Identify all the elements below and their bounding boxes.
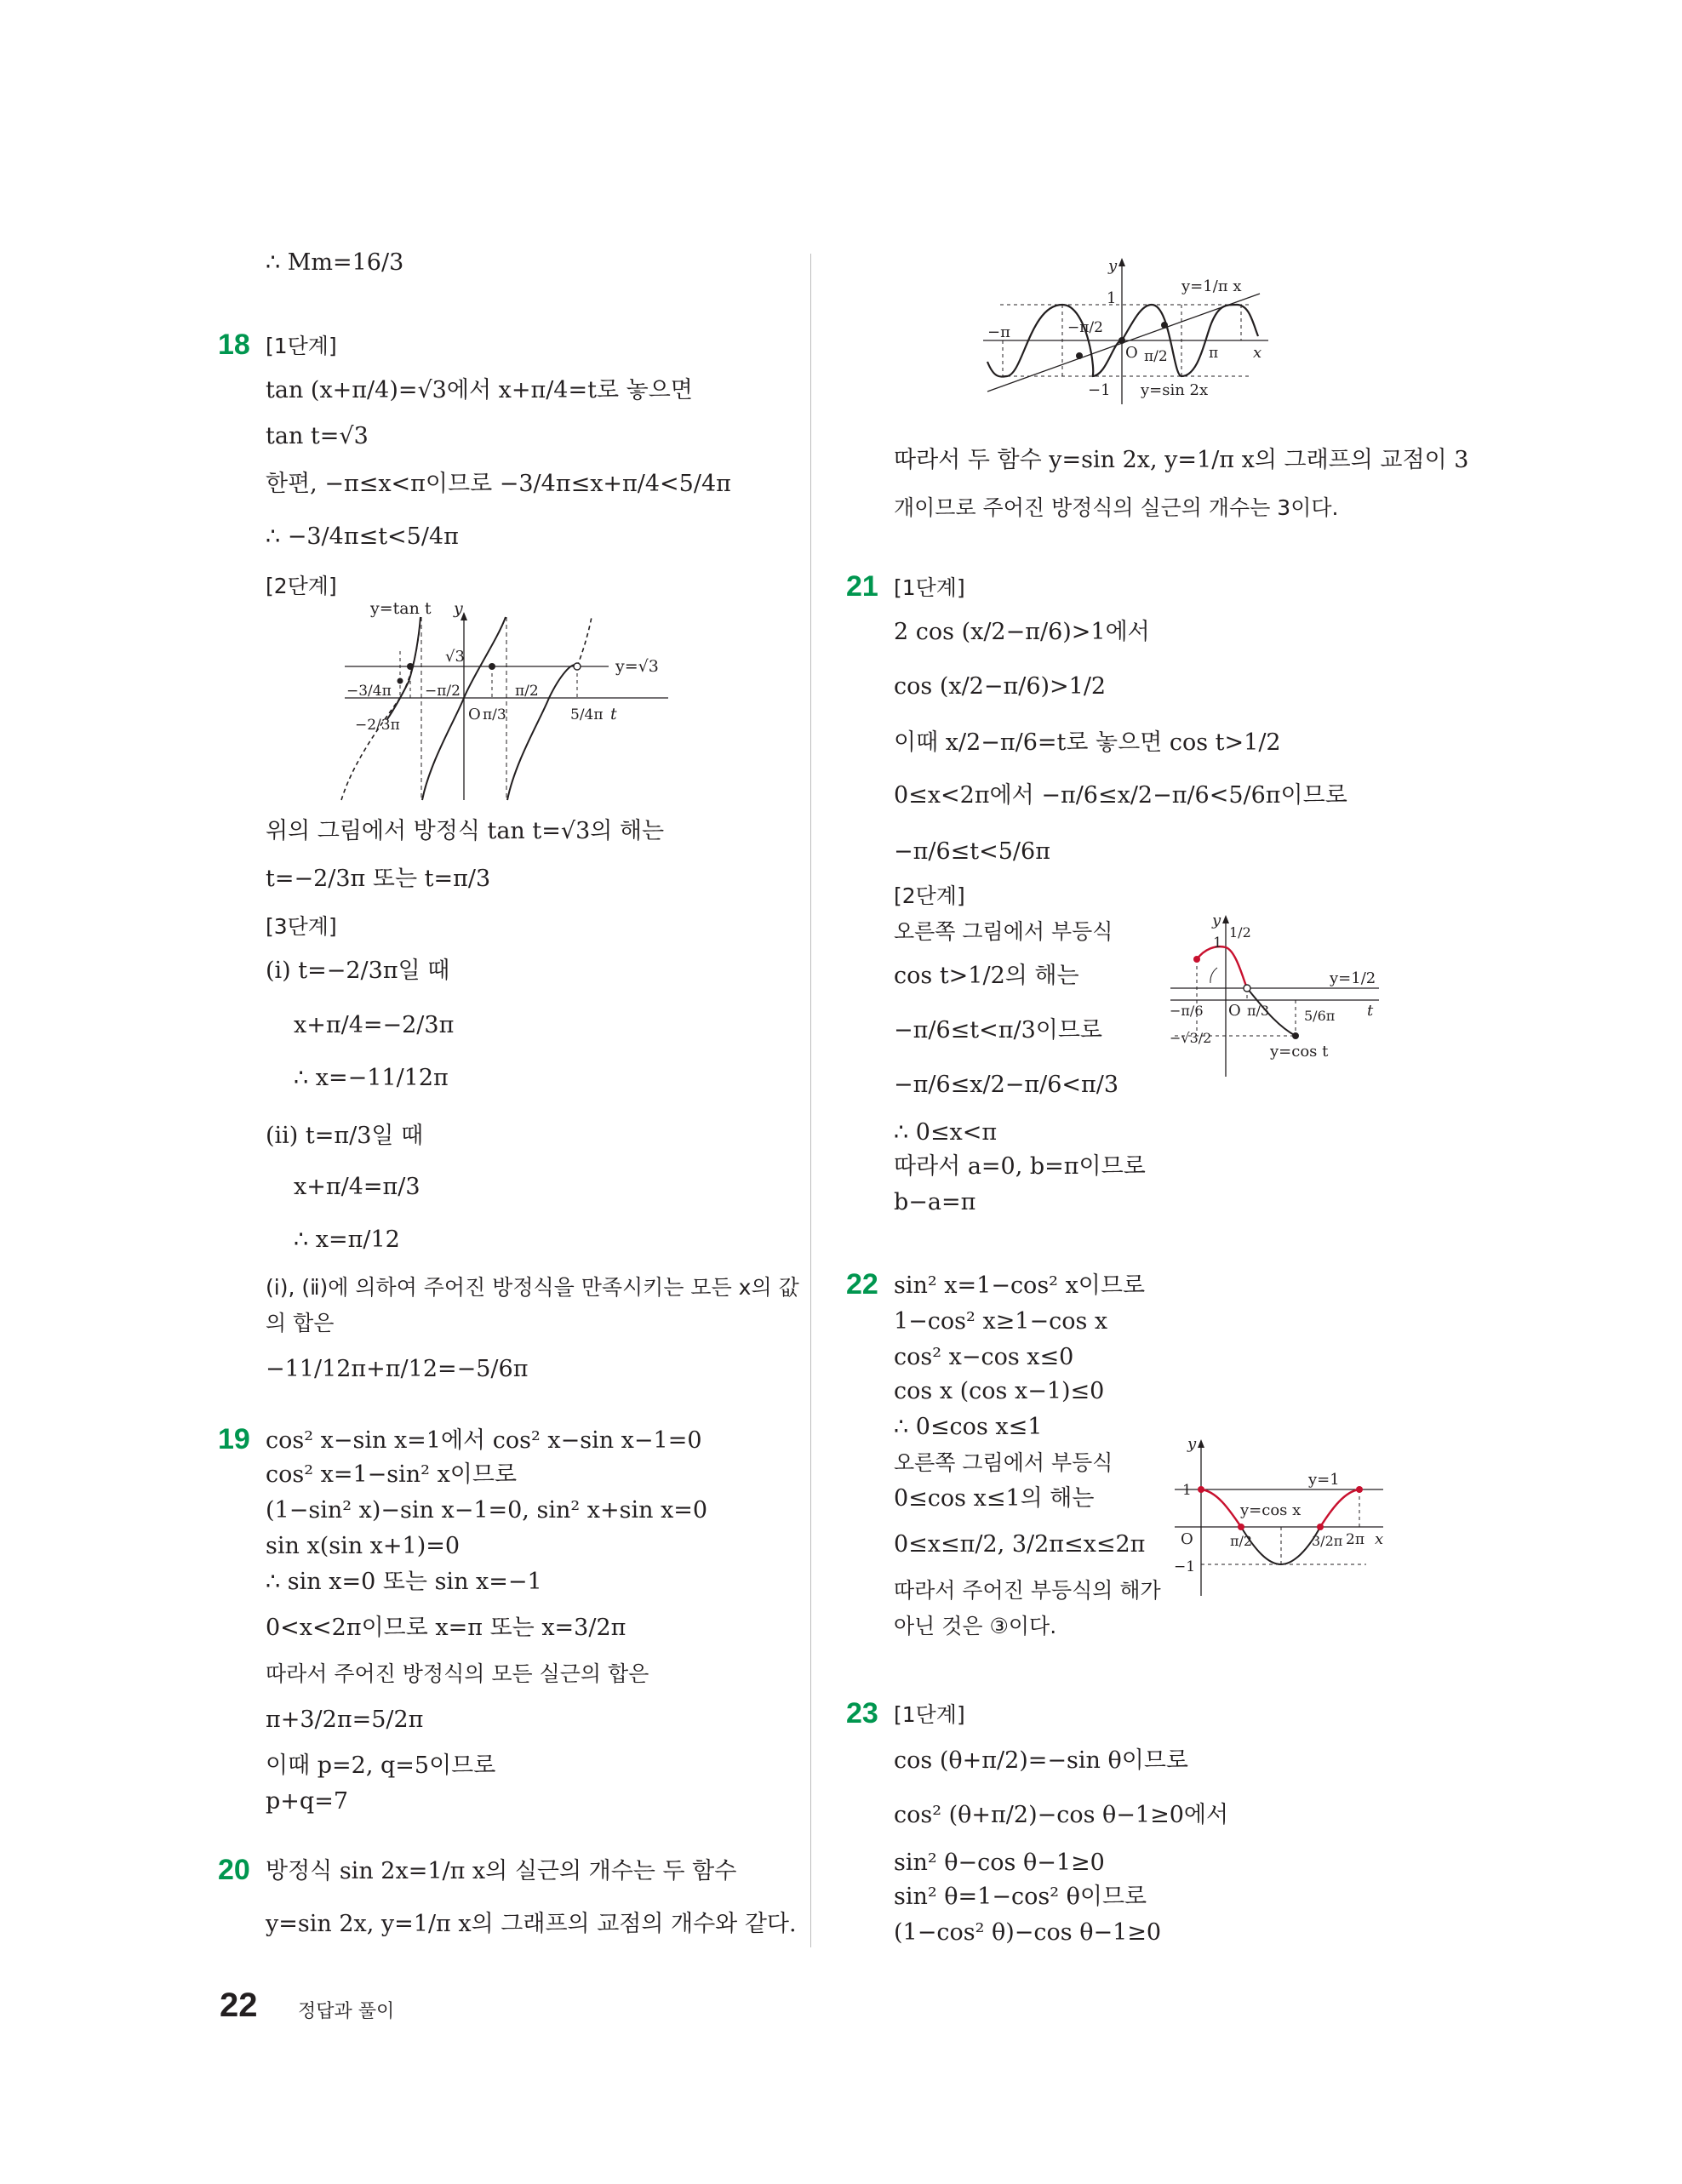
cos-one: 1 [1213,935,1222,952]
column-divider [810,254,811,1947]
sin2x-graph [979,255,1277,409]
p19-line10: p+q=7 [266,1788,348,1815]
tan-label: y=tan t [370,600,432,618]
p21-line5: −π/6≤t<5/6π [894,838,1050,865]
p19-line7: 따라서 주어진 방정식의 모든 실근의 합은 [266,1661,649,1686]
p23-line3: sin² θ−cos θ−1≥0 [894,1850,1105,1876]
cosx-mone: −1 [1174,1558,1196,1575]
cosx-p32: 3/2π [1312,1533,1343,1549]
p20-line3: 따라서 두 함수 y=sin 2x, y=1/π x의 그래프의 교점이 3 [894,447,1469,473]
cos-ms32: −√3/2 [1170,1030,1212,1046]
p18-line12: ∴ x=π/12 [294,1226,400,1253]
p19-line3: (1−sin² x)−sin x−1=0, sin² x+sin x=0 [266,1497,708,1524]
problem-number-23: 23 [846,1697,878,1729]
p18-line13: (ⅰ), (ⅱ)에 의하여 주어진 방정식을 만족시키는 모든 x의 값 [266,1275,799,1300]
p21-line2: cos (x/2−π/6)>1/2 [894,673,1107,700]
p21-line12: b−a=π [894,1189,976,1215]
p19-line2: cos² x=1−sin² x이므로 [266,1461,518,1488]
p18-line5: 위의 그림에서 방정식 tan t=√3의 해는 [266,818,665,844]
p18-step3: [3단계] [266,914,337,939]
p23-line1: cos (θ+π/2)=−sin θ이므로 [894,1747,1188,1774]
tan-yeq: y=√3 [615,657,659,676]
tan-m34: −3/4π [346,683,392,700]
p21-step1: [1단계] [894,575,965,600]
tan-pi2: π/2 [515,683,539,700]
tan-graph [336,600,694,804]
tan-sqrt3: √3 [445,648,465,666]
p22-line9: 따라서 주어진 부등식의 해가 [894,1578,1161,1603]
p22-line7: 0≤cos x≤1의 해는 [894,1485,1095,1512]
p18-line4: ∴ −3/4π≤t<5/4π [266,523,459,550]
p22-line6: 오른쪽 그림에서 부등식 [894,1450,1113,1475]
sin-mpi: −π [987,323,1010,341]
tan-mpi2: −π/2 [425,683,461,700]
cos-yeq: y=1/2 [1330,969,1376,987]
p18-line9: ∴ x=−11/12π [294,1065,449,1091]
problem-number-19: 19 [218,1423,250,1455]
sin-label: y=sin 2x [1141,381,1209,399]
p21-line8: −π/6≤t<π/3이므로 [894,1017,1103,1043]
p18-step1: [1단계] [266,334,337,358]
p19-line6: 0<x<2π이므로 x=π 또는 x=3/2π [266,1615,626,1641]
p23-line4: sin² θ=1−cos² θ이므로 [894,1884,1147,1910]
cosx-yeq: y=1 [1308,1471,1340,1489]
cos-pi3: π/3 [1247,1003,1270,1019]
cos-p56: 5/6π [1304,1008,1336,1024]
tan-p54: 5/4π [570,706,604,723]
p18-line6: t=−2/3π 또는 t=π/3 [266,866,491,892]
p18-line11: x+π/4=π/3 [294,1174,420,1200]
footer-label: 정답과 풀이 [298,2001,395,2022]
cos-yaxis: y [1212,915,1221,929]
p19-line8: π+3/2π=5/2π [266,1707,424,1733]
mm-result: ∴ Mm=16/3 [266,249,404,276]
p18-line7: (ⅰ) t=−2/3π일 때 [266,958,450,984]
cosx-p2: 2π [1346,1531,1364,1548]
p18-line3: 한편, −π≤x<π이므로 −3/4π≤x+π/4<5/4π [266,471,731,497]
p21-line9: −π/6≤x/2−π/6<π/3 [894,1072,1119,1098]
p18-line1: tan (x+π/4)=√3에서 x+π/4=t로 놓으면 [266,377,693,403]
cost-graph [1166,915,1387,1085]
p18-line8: x+π/4=−2/3π [294,1012,455,1038]
p21-step2: [2단계] [894,883,965,908]
problem-number-21: 21 [846,570,878,603]
p22-line2: 1−cos² x≥1−cos x [894,1308,1108,1335]
cosx-yaxis: y [1187,1438,1197,1453]
p21-line1: 2 cos (x/2−π/6)>1에서 [894,619,1150,645]
p21-line10: ∴ 0≤x<π [894,1119,998,1146]
p22-line10: 아닌 것은 ③이다. [894,1614,1057,1638]
p22-line1: sin² x=1−cos² x이므로 [894,1272,1146,1299]
p19-line9: 이때 p=2, q=5이므로 [266,1752,496,1779]
cos-t: t [1367,1002,1374,1020]
p19-line4: sin x(sin x+1)=0 [266,1533,461,1559]
cosx-pi2: π/2 [1230,1533,1253,1549]
p21-line6: 오른쪽 그림에서 부등식 [894,919,1113,944]
sin-one: 1 [1107,289,1117,307]
p21-line11: 따라서 a=0, b=π이므로 [894,1153,1146,1180]
p23-line5: (1−cos² θ)−cos θ−1≥0 [894,1919,1162,1946]
cosx-origin: O [1181,1530,1193,1548]
p21-line7: cos t>1/2의 해는 [894,963,1079,989]
sin-pi: π [1209,345,1219,362]
p18-line15: −11/12π+π/12=−5/6π [266,1356,529,1382]
p23-step1: [1단계] [894,1702,965,1727]
p19-line1: cos² x−sin x=1에서 cos² x−sin x−1=0 [266,1427,702,1454]
p20-line1: 방정식 sin 2x=1/π x의 실근의 개수는 두 함수 [266,1858,737,1884]
cos-mpi6: −π/6 [1170,1003,1204,1019]
p22-line3: cos² x−cos x≤0 [894,1344,1074,1370]
sin-line-label: y=1/π x [1181,277,1242,295]
problem-number-22: 22 [846,1268,878,1301]
p21-line4: 0≤x<2π에서 −π/6≤x/2−π/6<5/6π이므로 [894,782,1347,809]
p18-line14: 의 합은 [266,1311,335,1335]
sin-yaxis: y [1108,257,1118,275]
problem-number-20: 20 [218,1854,250,1886]
cos-origin: O [1228,1002,1241,1020]
p21-line3: 이때 x/2−π/6=t로 놓으면 cos t>1/2 [894,729,1281,756]
p20-line4: 개이므로 주어진 방정식의 실근의 개수는 3이다. [894,495,1339,520]
page-number: 22 [220,1987,258,2024]
tan-yaxis: y [454,600,463,618]
p18-line2: tan t=√3 [266,423,369,449]
p20-line2: y=sin 2x, y=1/π x의 그래프의 교점의 개수와 같다. [266,1911,797,1937]
sin-mone: −1 [1088,381,1111,399]
sin-mpi2: −π/2 [1067,319,1103,336]
cosx-label: y=cos x [1240,1501,1302,1519]
sin-pi2: π/2 [1144,348,1168,365]
sin-x: x [1253,344,1262,362]
p18-step2: [2단계] [266,574,337,598]
p18-line10: (ⅱ) t=π/3일 때 [266,1123,424,1149]
cos-half: 1/2 [1229,924,1251,940]
p23-line2: cos² (θ+π/2)−cos θ−1≥0에서 [894,1802,1229,1828]
cosx-x: x [1375,1530,1384,1548]
cosx-graph [1170,1438,1392,1600]
problem-number-18: 18 [218,329,250,361]
tan-m23: −2/3π [355,717,400,734]
p22-line8: 0≤x≤π/2, 3/2π≤x≤2π [894,1531,1146,1558]
p22-line4: cos x (cos x−1)≤0 [894,1378,1105,1404]
tan-t: t [610,705,617,723]
tan-origin: O [468,706,481,723]
cos-label: y=cos t [1270,1043,1329,1061]
tan-pi3: π/3 [483,706,506,723]
sin-origin: O [1125,344,1138,362]
p22-line5: ∴ 0≤cos x≤1 [894,1414,1043,1440]
cosx-one: 1 [1182,1482,1192,1499]
p19-line5: ∴ sin x=0 또는 sin x=−1 [266,1569,542,1595]
